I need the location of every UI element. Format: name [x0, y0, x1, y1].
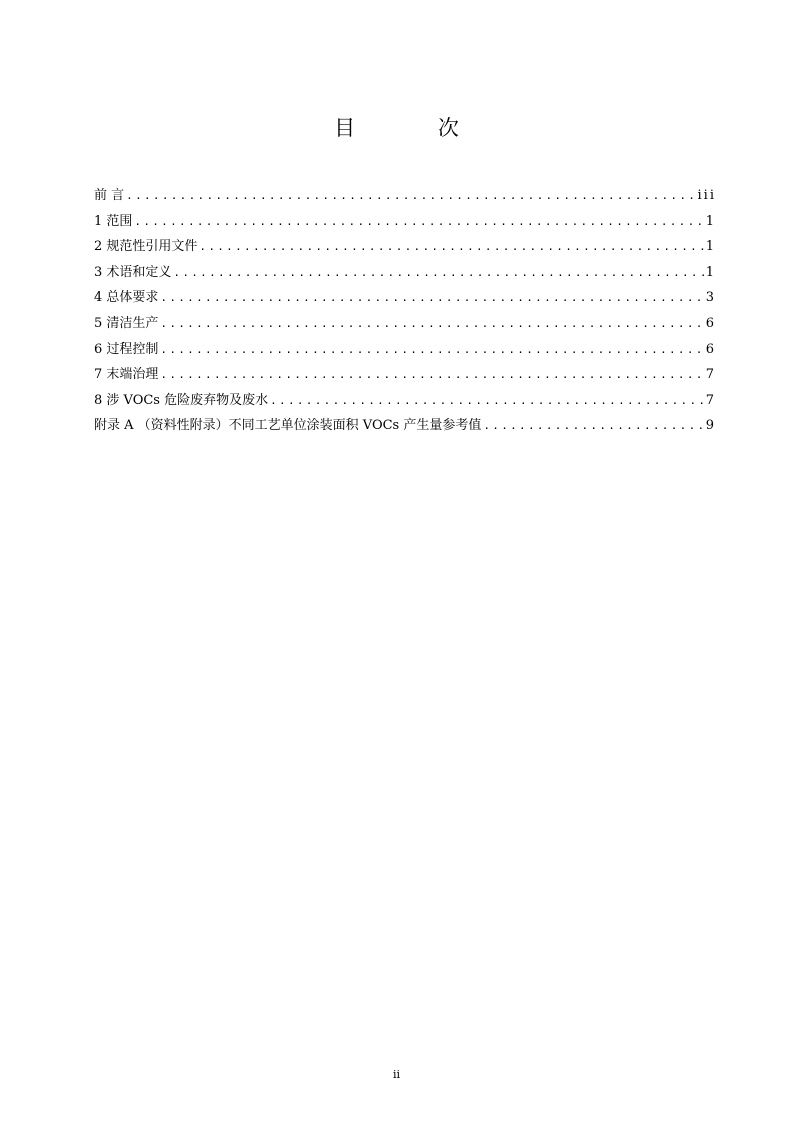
toc-entry-general-requirements[interactable]: [94, 285, 716, 311]
toc-entry-page: iii: [697, 188, 716, 203]
toc-entry-label: 8 涉 VOCs 危险废弃物及废水: [94, 392, 269, 408]
toc-entry-page: 1: [705, 213, 716, 229]
toc-leader-dots: [134, 209, 703, 235]
toc-entry-label: 3 术语和定义: [94, 264, 172, 280]
toc-entry-normative-references[interactable]: [94, 234, 716, 260]
toc-entry-page: 3: [705, 290, 716, 306]
toc-entry-label: 前 言: [94, 188, 125, 203]
toc-entry-voc-hazardous-waste[interactable]: [94, 388, 716, 414]
page-title: 目 次: [334, 116, 497, 140]
toc-entry-foreword[interactable]: [94, 183, 716, 209]
toc-entry-label: 7 末端治理: [94, 367, 159, 383]
toc-entry-page: 6: [705, 315, 716, 331]
toc-entry-page: 1: [705, 264, 716, 280]
toc-leader-dots: [199, 234, 703, 260]
toc-entry-end-treatment[interactable]: [94, 362, 716, 388]
toc-entry-terms-definitions[interactable]: [94, 260, 716, 286]
toc-leader-dots: [483, 413, 703, 439]
toc-entry-label: 5 清洁生产: [94, 315, 159, 331]
toc-leader-dots: [160, 311, 703, 337]
toc-entry-page: 6: [705, 341, 716, 357]
table-of-contents: [94, 183, 716, 439]
toc-entry-scope[interactable]: [94, 209, 716, 235]
toc-leader-dots: [160, 285, 703, 311]
toc-entry-page: 1: [705, 239, 716, 255]
toc-entry-page: 7: [705, 367, 716, 383]
toc-leader-dots: [126, 183, 695, 209]
toc-entry-label: 附录 A （资料性附录）不同工艺单位涂装面积 VOCs 产生量参考值: [94, 418, 482, 434]
toc-entry-label: 1 范围: [94, 213, 133, 229]
toc-leader-dots: [160, 337, 703, 363]
toc-entry-appendix-a[interactable]: [94, 413, 716, 439]
toc-entry-page: 9: [705, 418, 716, 434]
toc-leader-dots: [270, 388, 704, 414]
toc-entry-cleaner-production[interactable]: [94, 311, 716, 337]
toc-entry-label: 2 规范性引用文件: [94, 239, 198, 255]
toc-entry-label: 4 总体要求: [94, 290, 159, 306]
toc-leader-dots: [160, 362, 703, 388]
toc-entry-label: 6 过程控制: [94, 341, 159, 357]
toc-entry-page: 7: [705, 392, 716, 408]
toc-entry-process-control[interactable]: [94, 337, 716, 363]
page-number: ii: [392, 1068, 401, 1081]
toc-leader-dots: [173, 260, 703, 286]
